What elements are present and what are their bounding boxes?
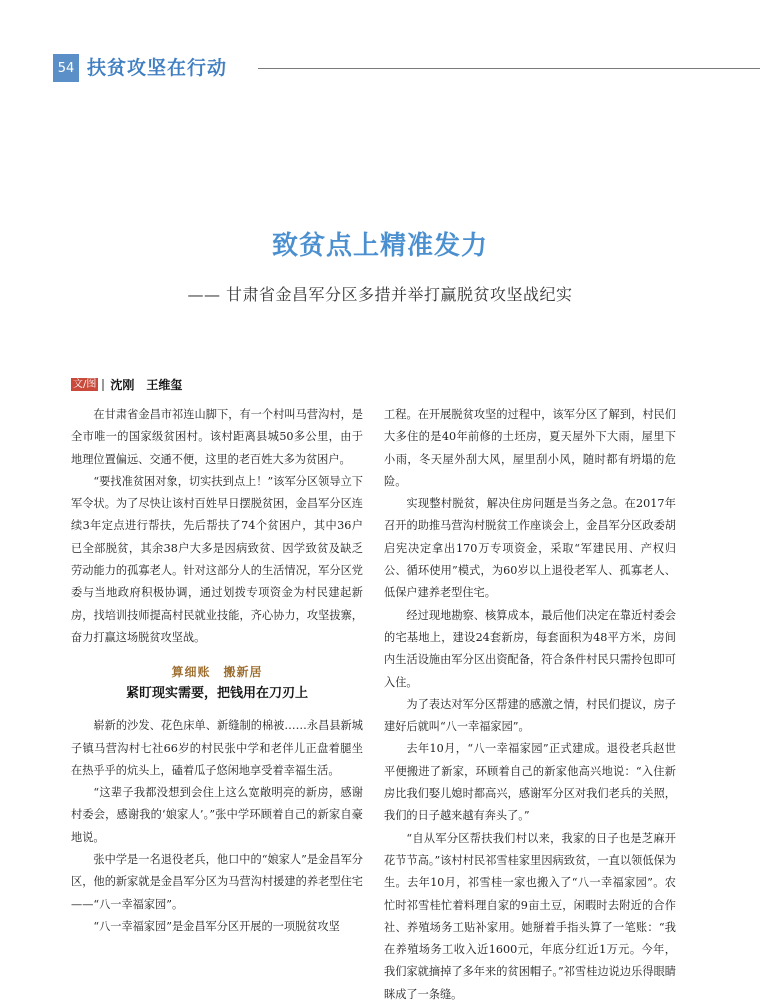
byline-tag: 文/图 xyxy=(73,379,97,390)
paragraph: 去年10月，“八一幸福家园”正式建成。退役老兵赵世平便搬进了新家，环顾着自己的新家他高兴地说：“入住新房比我们娶儿媳时都高兴，感谢军分区对我们老兵的关照，我们的日子越来越有奔头了。” xyxy=(384,742,676,823)
left-column xyxy=(71,404,363,938)
paragraph: “八一幸福家园”是金昌军分区开展的一项脱贫攻坚 xyxy=(93,919,340,933)
section-title: 扶贫攻坚在行动 xyxy=(87,57,228,79)
paragraph: 崭新的沙发、花色床单、新缝制的棉被……永昌县新城子镇马营沟村七社66岁的村民张中学和老伴儿正盘着腿坐在热乎乎的炕头上，磕着瓜子悠闲地享受着幸福生活。 xyxy=(71,719,363,777)
paragraph: “要找准贫困对象，切实扶到点上！”该军分区领导立下军令状。为了尽快让该村百姓早日摆脱贫困，金昌军分区连续3年定点进行帮扶，先后帮扶了74个贫困户，其中36户已全部脱贫，其余38户大多是因病致贫、因学致贫及缺乏劳动能力的孤寡老人。针对这部分人的生活情况，军分区党委与当地政府积极协调，通过划拨专项资金为村民建起新房，找培训技师提高村民就业技能，齐心协力，攻坚拔寨，奋力打赢这场脱贫攻坚战。 xyxy=(71,474,363,644)
paragraph: 经过现地勘察、核算成本，最后他们决定在靠近村委会的宅基地上，建设24套新房，每套面积为48平方米，房间内生活设施由军分区出资配备，符合条件村民只需拎包即可入住。 xyxy=(384,608,676,689)
sub-heading-title: 紧盯现实需要，把钱用在刀刃上 xyxy=(125,686,308,702)
byline xyxy=(71,376,182,393)
right-column xyxy=(384,404,676,1006)
byline-divider xyxy=(102,379,104,391)
paragraph: 在甘肃省金昌市祁连山脚下，有一个村叫马营沟村，是全市唯一的国家级贫困村。该村距离县城50多公里，由于地理位置偏远、交通不便，这里的老百姓大多为贫困户。 xyxy=(71,408,363,466)
paragraph: “自从军分区帮扶我们村以来，我家的日子也是芝麻开花节节高。”该村村民祁雪桂家里因病致贫，一直以领低保为生。去年10月，祁雪桂一家也搬入了“八一幸福家园”。农忙时祁雪桂忙着料理自家的9亩土豆，闲暇时去附近的合作社、养殖场务工贴补家用。她掰着手指头算了一笔账：“我在养殖场务工收入近1600元，年底分红近1万元。今年，我们家就摘掉了多年来的贫困帽子。”祁雪桂边说边乐得眼睛眯成了一条缝。 xyxy=(384,831,676,1001)
paragraph-continued: 工程。在开展脱贫攻坚的过程中，该军分区了解到，村民们大多住的是40年前修的土坯房，夏天屋外下大雨，屋里下小雨，冬天屋外刮大风，屋里刮小风，随时都有坍塌的危险。 xyxy=(384,408,676,488)
page-number: 54 xyxy=(53,54,79,82)
paragraph: 实现整村脱贫，解决住房问题是当务之急。在2017年召开的助推马营沟村脱贫工作座谈会上，金昌军分区政委胡启宪决定拿出170万专项资金，采取“军建民用、产权归公、循环使用”模式，为60岁以上退役老军人、孤寡老人、低保户建养老型住宅。 xyxy=(384,497,676,600)
paragraph: 为了表达对军分区帮建的感激之情，村民们提议，房子建好后就叫“八一幸福家园”。 xyxy=(384,697,676,734)
sub-heading-kicker: 算细账 搬新居 xyxy=(171,665,263,680)
sub-heading xyxy=(71,661,363,705)
byline-authors: 沈刚 王维玺 xyxy=(110,378,183,392)
paragraph: 张中学是一名退役老兵，他口中的“娘家人”是金昌军分区，他的新家就是金昌军分区为马营沟村援建的养老型住宅——“八一幸福家园”。 xyxy=(71,853,363,911)
paragraph: “这辈子我都没想到会住上这么宽敞明亮的新房，感谢村委会，感谢我的‘娘家人’。”张中学环顾着自己的新家自豪地说。 xyxy=(71,786,363,844)
article-title: 致贫点上精准发力 xyxy=(271,231,488,261)
header-divider xyxy=(258,68,760,69)
article-subtitle: —— 甘肃省金昌军分区多措并举打赢脱贫攻坚战纪实 xyxy=(187,285,573,304)
